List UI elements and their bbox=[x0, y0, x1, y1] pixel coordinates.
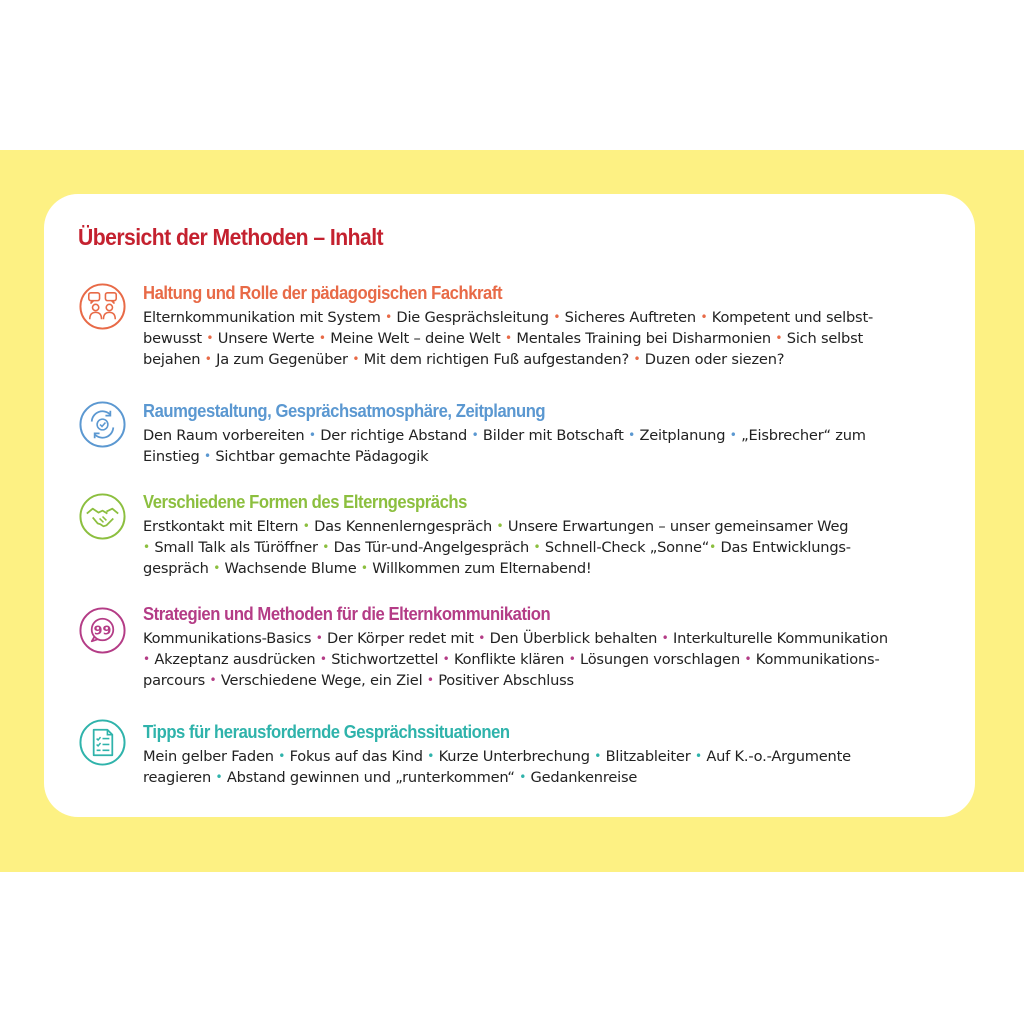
topic-item: Gedankenreise bbox=[530, 769, 638, 786]
topic-item: Schnell-Check „Sonne“ bbox=[544, 539, 710, 556]
topic-item: Sicheres Auftreten bbox=[564, 309, 696, 326]
topic-item: Auf K.-o.-Argumente bbox=[706, 748, 851, 765]
page-title: Übersicht der Methoden – Inhalt bbox=[78, 224, 384, 250]
topic-item: Der richtige Abstand bbox=[320, 427, 468, 444]
topic-line bbox=[143, 516, 943, 537]
topic-item: Kommunikations-Basics bbox=[143, 630, 312, 647]
section-topics bbox=[143, 425, 943, 467]
topic-item: Den Überblick behalten bbox=[489, 630, 658, 647]
clock-cycle-icon bbox=[78, 400, 127, 449]
bullet-separator: • bbox=[496, 519, 504, 533]
bullet-separator: • bbox=[442, 652, 450, 666]
speech-bubble-quote-icon bbox=[78, 606, 127, 655]
topic-line bbox=[143, 425, 943, 446]
bullet-separator: • bbox=[709, 540, 717, 554]
bullet-separator: • bbox=[278, 749, 286, 763]
topic-item: Verschiedene Wege, ein Ziel bbox=[220, 672, 423, 689]
section-title: Haltung und Rolle der pädagogischen Fachkraft bbox=[143, 282, 503, 303]
bullet-separator: • bbox=[352, 352, 360, 366]
bullet-separator: • bbox=[568, 652, 576, 666]
topic-item: Konflikte klären bbox=[454, 651, 565, 668]
bullet-separator: • bbox=[700, 310, 708, 324]
bullet-separator: • bbox=[594, 749, 602, 763]
bullet-separator: • bbox=[744, 652, 752, 666]
topic-line bbox=[143, 746, 943, 767]
topic-item: Small Talk als Türöffner bbox=[154, 539, 318, 556]
bullet-separator: • bbox=[215, 770, 223, 784]
topic-line bbox=[143, 446, 943, 467]
topic-item: Mit dem richtigen Fuß aufgestanden? bbox=[363, 351, 629, 368]
section-title: Verschiedene Formen des Elterngesprächs bbox=[143, 491, 467, 512]
topic-item: parcours bbox=[143, 672, 206, 689]
topic-item: Meine Welt – deine Welt bbox=[330, 330, 501, 347]
topic-line bbox=[143, 628, 943, 649]
bullet-separator: • bbox=[533, 540, 541, 554]
svg-text:99: 99 bbox=[93, 623, 112, 639]
topic-item: Stichwortzettel bbox=[331, 651, 439, 668]
bullet-separator: • bbox=[775, 331, 783, 345]
topic-item: Die Gesprächsleitung bbox=[396, 309, 549, 326]
topic-item: Kurze Unterbrechung bbox=[438, 748, 590, 765]
topic-item: Einstieg bbox=[143, 448, 200, 465]
bullet-separator: • bbox=[553, 310, 561, 324]
bullet-separator: • bbox=[628, 428, 635, 442]
topic-item: Fokus auf das Kind bbox=[289, 748, 423, 765]
bullet-separator: • bbox=[661, 631, 669, 645]
section-topics bbox=[143, 628, 943, 691]
topic-line bbox=[143, 307, 943, 328]
topic-item: Das Tür-und-Angelgespräch bbox=[333, 539, 530, 556]
topic-item: Den Raum vorbereiten bbox=[143, 427, 305, 444]
topic-item: Duzen oder siezen? bbox=[644, 351, 785, 368]
bullet-separator: • bbox=[319, 652, 327, 666]
topic-line bbox=[143, 767, 943, 788]
bullet-separator: • bbox=[143, 540, 150, 554]
topic-item: Positiver Abschluss bbox=[438, 672, 574, 689]
topic-item: bejahen bbox=[143, 351, 201, 368]
bullet-separator: • bbox=[504, 331, 512, 345]
bullet-separator: • bbox=[213, 561, 221, 575]
topic-item: Willkommen zum Elternabend! bbox=[372, 560, 592, 577]
bullet-separator: • bbox=[471, 428, 479, 442]
topic-line bbox=[143, 558, 943, 579]
topic-item: „Eisbrecher“ zum bbox=[741, 427, 866, 444]
bullet-separator: • bbox=[204, 352, 212, 366]
topic-item: Das Kennenlerngespräch bbox=[314, 518, 493, 535]
topic-item: Zeitplanung bbox=[639, 427, 726, 444]
topic-item: Kompetent und selbst- bbox=[711, 309, 874, 326]
section-title: Strategien und Methoden für die Elternkommunikation bbox=[143, 603, 551, 624]
section-title: Tipps für herausfordernde Gesprächssituationen bbox=[143, 721, 510, 742]
topic-item: Elternkommunikation mit System bbox=[143, 309, 381, 326]
bullet-separator: • bbox=[204, 449, 211, 463]
two-people-speech-icon bbox=[78, 282, 127, 331]
bullet-separator: • bbox=[385, 310, 392, 324]
topic-item: Kommunikations- bbox=[755, 651, 880, 668]
bullet-separator: • bbox=[729, 428, 737, 442]
topic-item: Blitzableiter bbox=[605, 748, 691, 765]
topic-item: gespräch bbox=[143, 560, 209, 577]
topic-item: Mentales Training bei Disharmonien bbox=[516, 330, 771, 347]
topic-line bbox=[143, 349, 943, 370]
topic-item: Erstkontakt mit Eltern bbox=[143, 518, 299, 535]
topic-item: Sich selbst bbox=[786, 330, 864, 347]
bullet-separator: • bbox=[308, 428, 316, 442]
topic-item: Bilder mit Botschaft bbox=[482, 427, 624, 444]
content-card bbox=[44, 194, 975, 817]
topic-item: Mein gelber Faden bbox=[143, 748, 274, 765]
handshake-icon bbox=[78, 492, 127, 541]
checklist-icon bbox=[78, 718, 127, 767]
topic-item: Unsere Erwartungen – unser gemeinsamer Weg bbox=[507, 518, 849, 535]
bullet-separator: • bbox=[427, 749, 435, 763]
topic-item: Abstand gewinnen und „runterkommen“ bbox=[226, 769, 515, 786]
topic-line bbox=[143, 537, 943, 558]
bullet-separator: • bbox=[360, 561, 368, 575]
bullet-separator: • bbox=[478, 631, 486, 645]
bullet-separator: • bbox=[322, 540, 330, 554]
topic-item: Unsere Werte bbox=[217, 330, 315, 347]
bullet-separator: • bbox=[633, 352, 641, 366]
bullet-separator: • bbox=[143, 652, 150, 666]
section-topics bbox=[143, 746, 943, 788]
topic-line bbox=[143, 670, 943, 691]
topic-line bbox=[143, 328, 943, 349]
section-topics bbox=[143, 516, 943, 579]
bullet-separator: • bbox=[519, 770, 527, 784]
bullet-separator: • bbox=[209, 673, 217, 687]
topic-item: Wachsende Blume bbox=[224, 560, 357, 577]
topic-item: bewusst bbox=[143, 330, 202, 347]
topic-item: Ja zum Gegenüber bbox=[216, 351, 348, 368]
topic-item: Interkulturelle Kommunikation bbox=[672, 630, 888, 647]
topic-item: Das Entwicklungs- bbox=[720, 539, 851, 556]
topic-item: Lösungen vorschlagen bbox=[580, 651, 740, 668]
bullet-separator: • bbox=[206, 331, 214, 345]
bullet-separator: • bbox=[315, 631, 323, 645]
bullet-separator: • bbox=[302, 519, 310, 533]
section-title: Raumgestaltung, Gesprächsatmosphäre, Zeitplanung bbox=[143, 400, 546, 421]
bullet-separator: • bbox=[318, 331, 326, 345]
section-topics bbox=[143, 307, 943, 370]
bullet-separator: • bbox=[426, 673, 434, 687]
topic-item: Sichtbar gemachte Pädagogik bbox=[215, 448, 429, 465]
topic-item: Akzeptanz ausdrücken bbox=[154, 651, 316, 668]
topic-item: reagieren bbox=[143, 769, 212, 786]
topic-item: Der Körper redet mit bbox=[327, 630, 474, 647]
topic-line bbox=[143, 649, 943, 670]
bullet-separator: • bbox=[694, 749, 702, 763]
